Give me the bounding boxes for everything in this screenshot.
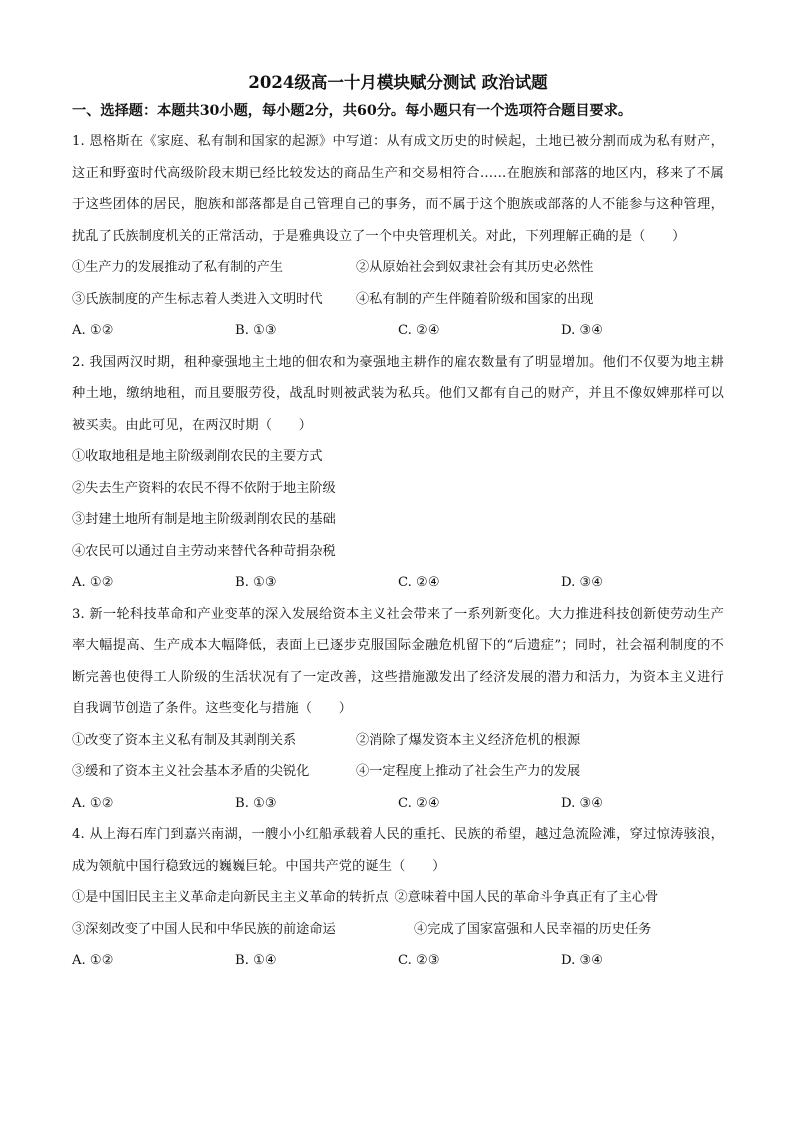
- question-3: [72, 599, 724, 820]
- answer-d: D. ③④: [561, 953, 604, 968]
- question-4: [72, 819, 724, 977]
- answer-d: D. ③④: [561, 795, 604, 811]
- option-2: ②意味着中国人民的革命斗争真正有了主心骨: [394, 890, 659, 905]
- option-4: ④完成了国家富强和人民幸福的历史任务: [414, 921, 652, 937]
- answer-a: A. ①②: [72, 575, 114, 590]
- answer-d: D. ③④: [561, 575, 604, 590]
- question-stem: 3. 新一轮科技革命和产业变革的深入发展给资本主义社会带来了一系列新变化。大力推进科技创新使劳动生产率大幅提高、生产成本大幅降低，表面上已逐步克服国际金融危机留下的“后遗症”；同时，社会福利制度的不断完善也使得工人阶级的生活状况有了一定改善，这些措施激发出了经济发展的潜力和活力，为资本主义进行自我调节创造了条件。这些变化与措施（ ）: [72, 606, 724, 716]
- answer-b: B. ①③: [235, 575, 277, 590]
- answer-a: A. ①②: [72, 953, 114, 968]
- answer-row: [72, 945, 724, 977]
- option-4: ④农民可以通过自主劳动来替代各种苛捐杂税: [72, 543, 336, 559]
- option-4: ④私有制的产生伴随着阶级和国家的出现: [356, 291, 594, 307]
- option-row: [72, 914, 724, 946]
- option-1: ①改变了资本主义私有制及其剥削关系: [72, 732, 297, 748]
- option-4: ④一定程度上推动了社会生产力的发展: [356, 764, 581, 779]
- question-stem: 2. 我国两汉时期，租种豪强地主土地的佃农和为豪强地主耕作的雇农数量有了明显增加。他们不仅要为地主耕种土地，缴纳地租，而且要服劳役，战乱时则被武装为私兵。他们又都有自己的财产，并且不像奴婢那样可以被买卖。由此可见，在两汉时期（ ）: [72, 354, 724, 433]
- answer-c: C. ②③: [398, 953, 440, 968]
- question-1: [72, 126, 724, 347]
- answer-row: [72, 567, 724, 599]
- option-row: [72, 882, 724, 914]
- exam-title: 2024级高一十月模块赋分测试 政治试题: [248, 73, 548, 92]
- section-heading: 一、选择题：本题共30小题，每小题2分，共60分。每小题只有一个选项符合题目要求。: [72, 103, 633, 119]
- option-2: ②消除了爆发资本主义经济危机的根源: [356, 732, 581, 748]
- option-row: [72, 756, 724, 788]
- answer-c: C. ②④: [398, 323, 440, 338]
- answer-a: A. ①②: [72, 323, 114, 338]
- option-3: ③氏族制度的产生标志着人类进入文明时代: [72, 291, 323, 307]
- option-2: ②从原始社会到奴隶社会有其历史必然性: [356, 260, 594, 275]
- option-row: [72, 725, 724, 757]
- option-row: [72, 252, 724, 284]
- option-1: ①生产力的发展推动了私有制的产生: [72, 260, 283, 275]
- answer-c: C. ②④: [398, 795, 440, 811]
- answer-c: C. ②④: [398, 575, 440, 590]
- answer-a: A. ①②: [72, 795, 114, 811]
- option-row: [72, 284, 724, 316]
- option-3: ③封建土地所有制是地主阶级剥削农民的基础: [72, 512, 336, 527]
- answer-row: [72, 315, 724, 347]
- question-2: [72, 347, 724, 599]
- option-1: ①收取地租是地主阶级剥削农民的主要方式: [72, 449, 323, 464]
- answer-b: B. ①③: [235, 795, 277, 811]
- answer-d: D. ③④: [561, 323, 604, 338]
- option-3: ③缓和了资本主义社会基本矛盾的尖锐化: [72, 764, 310, 779]
- answer-b: B. ①③: [235, 323, 277, 338]
- question-stem: 1. 恩格斯在《家庭、私有制和国家的起源》中写道：从有成文历史的时候起，土地已被分割而成为私有财产，这正和野蛮时代高级阶段末期已经比较发达的商品生产和交易相符合……在胞族和部落的地区内，移来了不属于这些团体的居民，胞族和部落都是自己管理自己的事务，而不属于这个胞族或部落的人不能参与这种管理，扰乱了氏族制度机关的正常活动，于是雅典设立了一个中央管理机关。对此，下列理解正确的是（ ）: [72, 134, 724, 244]
- answer-b: B. ①④: [235, 953, 277, 968]
- option-3: ③深刻改变了中国人民和中华民族的前途命运: [72, 921, 336, 937]
- option-1: ①是中国旧民主主义革命走向新民主主义革命的转折点: [72, 890, 389, 905]
- option-2: ②失去生产资料的农民不得不依附于地主阶级: [72, 480, 336, 496]
- question-stem: 4. 从上海石库门到嘉兴南湖，一艘小小红船承载着人民的重托、民族的希望，越过急流险滩，穿过惊涛骇浪，成为领航中国行稳致远的巍巍巨轮。中国共产党的诞生（ ）: [72, 827, 724, 874]
- exam-page: [72, 72, 724, 977]
- answer-row: [72, 788, 724, 820]
